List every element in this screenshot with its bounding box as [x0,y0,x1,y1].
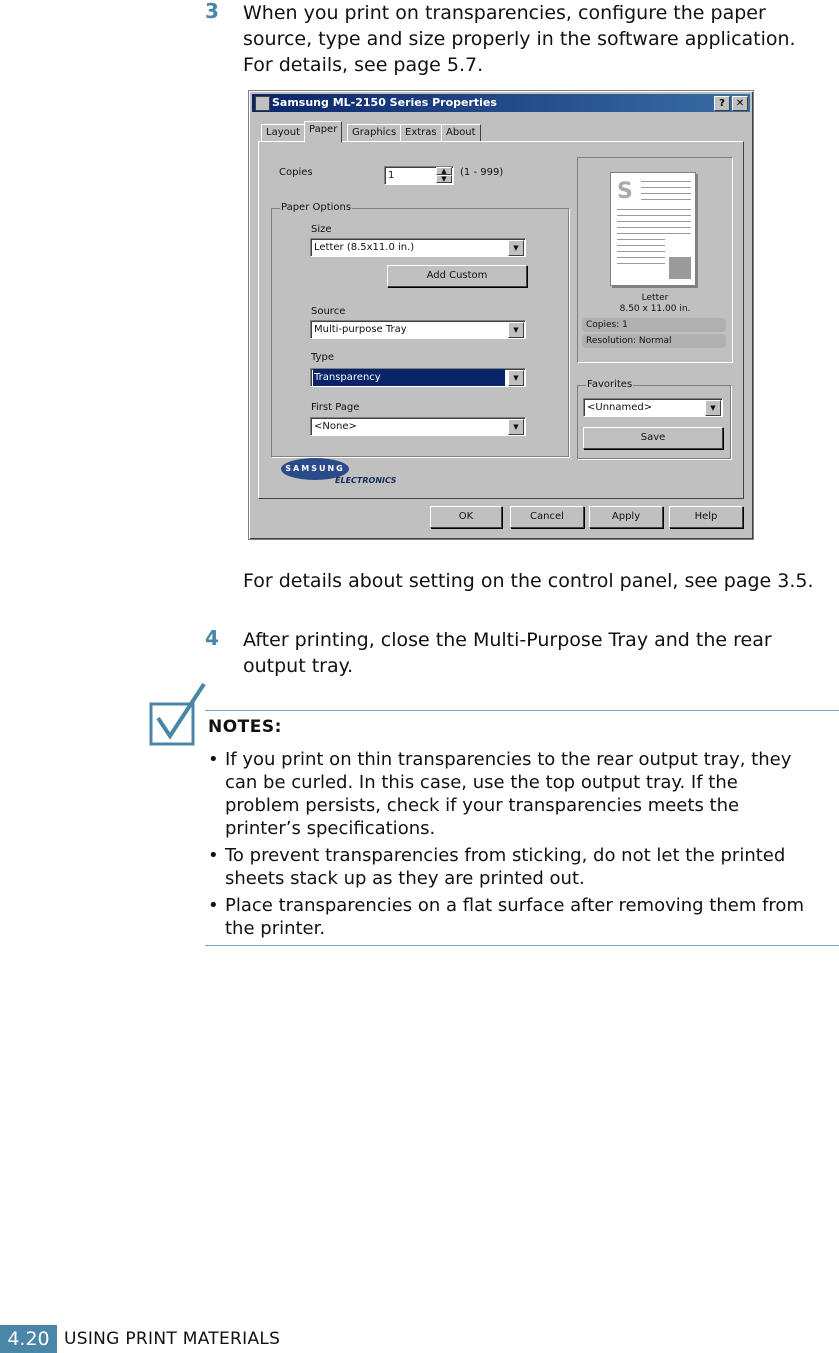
image-placeholder-icon [669,257,691,279]
notes-heading: NOTES: [208,717,282,737]
page-footer [0,1325,839,1353]
step-4 [205,627,839,683]
spin-up-icon[interactable]: ▲ [436,167,452,175]
save-button[interactable]: Save [583,427,723,449]
type-label: Type [311,352,334,363]
copies-stepper[interactable]: 1 ▲ ▼ [384,166,454,185]
cancel-button[interactable]: Cancel [510,506,584,528]
step-number: 4 [205,626,219,650]
preview-copies: Copies: 1 [582,318,726,332]
chapter-title: USING PRINT MATERIALS [64,1329,281,1349]
step-3 [205,0,839,80]
help-title-button[interactable]: ? [714,96,730,111]
preview-paper: Letter [641,293,669,303]
preview-dimensions: 8.50 x 11.00 in. [619,304,691,314]
type-select[interactable]: Transparency ▼ [310,368,526,387]
page-preview [577,157,733,363]
dialog-title: Samsung ML-2150 Series Properties [272,96,497,109]
paper-options-title: Paper Options [281,202,352,213]
add-custom-button[interactable]: Add Custom [387,265,527,287]
printer-properties-dialog [248,90,754,540]
step-text-line: When you print on transparencies, configure the paper [243,2,766,24]
dialog-titlebar [252,94,750,112]
source-label: Source [311,306,346,317]
printer-icon [255,96,270,111]
size-select[interactable]: Letter (8.5x11.0 in.) ▼ [310,238,526,257]
copies-range: (1 - 999) [460,167,504,178]
chevron-down-icon[interactable]: ▼ [508,322,524,338]
step-text-line: output tray. [243,655,354,677]
step-text-line: For details, see page 5.7. [243,54,484,76]
control-panel-reference: For details about setting on the control panel, see page 3.5. [243,570,814,592]
help-button[interactable]: Help [669,506,743,528]
favorites-title: Favorites [587,379,633,390]
chevron-down-icon[interactable]: ▼ [508,370,524,386]
notes-bottom-rule [205,945,839,946]
checkmark-note-icon [148,680,206,748]
samsung-logo-oval: SAMSUNG [281,458,349,480]
spin-down-icon[interactable]: ▼ [436,175,452,183]
close-icon[interactable]: ✕ [732,96,748,111]
tab-layout[interactable]: Layout [261,124,305,142]
first-page-select[interactable]: <None> ▼ [310,417,526,436]
favorites-select[interactable]: <Unnamed> ▼ [583,398,723,417]
preview-resolution: Resolution: Normal [582,334,726,348]
copies-label: Copies [279,167,313,178]
step-text-line: source, type and size properly in the software application. [243,28,796,50]
first-page-label: First Page [311,402,360,413]
electronics-text: ELECTRONICS [335,476,397,485]
apply-button[interactable]: Apply [589,506,663,528]
page-thumbnail [610,172,696,286]
chevron-down-icon[interactable]: ▼ [508,240,524,256]
step-number: 3 [205,0,219,23]
tab-about[interactable]: About [441,124,481,142]
size-label: Size [311,224,332,235]
notes-top-rule [205,710,839,711]
tab-graphics[interactable]: Graphics [347,124,401,142]
source-select[interactable]: Multi-purpose Tray ▼ [310,320,526,339]
step-text-line: After printing, close the Multi-Purpose Tray and the rear [243,629,772,651]
chevron-down-icon[interactable]: ▼ [508,419,524,435]
tab-paper[interactable]: Paper [304,121,342,143]
ok-button[interactable]: OK [430,506,502,528]
tab-extras[interactable]: Extras [400,124,442,142]
chevron-down-icon[interactable]: ▼ [705,400,721,416]
samsung-s-icon: S [617,179,633,204]
page-number: 4.20 [0,1325,57,1353]
